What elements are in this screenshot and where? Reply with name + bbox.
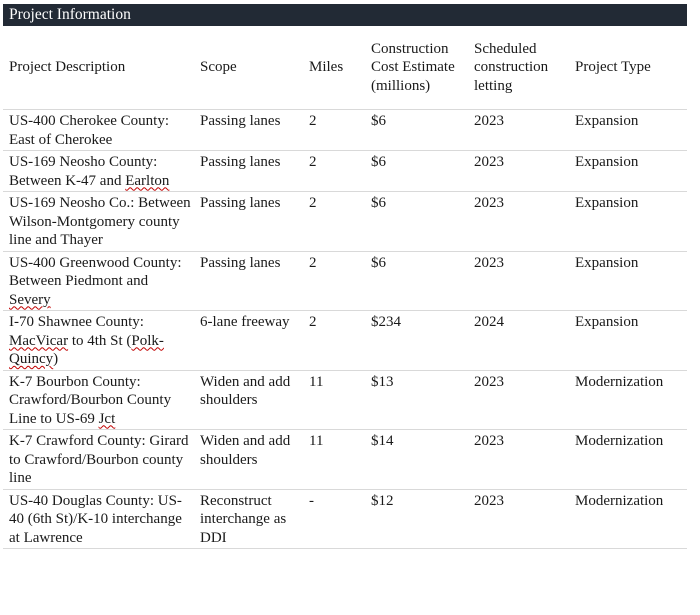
cell-miles: 11 xyxy=(303,370,365,430)
header-row xyxy=(3,26,687,110)
description-text-flagged: Severy xyxy=(9,291,51,308)
cell-description xyxy=(3,192,194,252)
section-title: Project Information xyxy=(3,4,687,26)
cell-miles: 2 xyxy=(303,311,365,371)
description-text: I-70 Shawnee County: xyxy=(9,314,144,330)
cell-miles: 2 xyxy=(303,110,365,151)
cell-cost: $6 xyxy=(365,110,468,151)
cell-scope: Reconstruct interchange as DDI xyxy=(194,489,303,549)
cell-cost: $6 xyxy=(365,192,468,252)
cell-scope: Widen and add shoulders xyxy=(194,370,303,430)
cell-type: Expansion xyxy=(569,192,687,252)
cell-cost: $12 xyxy=(365,489,468,549)
table-row xyxy=(3,110,687,151)
project-table xyxy=(3,26,687,549)
cell-miles: 2 xyxy=(303,251,365,311)
cell-miles: - xyxy=(303,489,365,549)
cell-description xyxy=(3,311,194,371)
table-row xyxy=(3,489,687,549)
header-miles: Miles xyxy=(303,26,365,110)
description-text: US-40 Douglas County: US-40 (6th St)/K-10 interchange at Lawrence xyxy=(9,492,182,546)
table-row xyxy=(3,430,687,490)
cell-description xyxy=(3,251,194,311)
table-row xyxy=(3,311,687,371)
description-text-flagged: MacVicar xyxy=(9,332,69,349)
description-text: US-169 Neosho Co.: Between Wilson-Montgomery county line and Thayer xyxy=(9,195,191,248)
cell-scheduled: 2023 xyxy=(468,192,569,252)
cell-miles: 11 xyxy=(303,430,365,490)
description-text: ) xyxy=(53,351,59,367)
cell-scope: Passing lanes xyxy=(194,151,303,192)
cell-miles: 2 xyxy=(303,192,365,252)
table-row xyxy=(3,192,687,252)
cell-scope: Passing lanes xyxy=(194,192,303,252)
description-text: K-7 Bourbon County: Crawford/Bourbon County Line to US-69 xyxy=(9,373,172,427)
description-text: US-400 Cherokee County: East of Cherokee xyxy=(9,113,169,148)
cell-miles: 2 xyxy=(303,151,365,192)
cell-type: Expansion xyxy=(569,110,687,151)
header-scope: Scope xyxy=(194,26,303,110)
cell-scheduled: 2023 xyxy=(468,151,569,192)
cell-cost: $6 xyxy=(365,151,468,192)
cell-type: Modernization xyxy=(569,489,687,549)
description-text-flagged: Earlton xyxy=(125,172,170,189)
cell-type: Modernization xyxy=(569,430,687,490)
cell-scheduled: 2023 xyxy=(468,251,569,311)
cell-scope: Passing lanes xyxy=(194,251,303,311)
cell-scope: Widen and add shoulders xyxy=(194,430,303,490)
table-row xyxy=(3,370,687,430)
cell-scope: 6-lane freeway xyxy=(194,311,303,371)
cell-description xyxy=(3,151,194,192)
table-row xyxy=(3,251,687,311)
cell-description xyxy=(3,489,194,549)
header-scheduled-letting: Scheduled construction letting xyxy=(468,26,569,110)
header-project-type: Project Type xyxy=(569,26,687,110)
description-text: to 4th St ( xyxy=(68,332,132,349)
cell-scheduled: 2023 xyxy=(468,110,569,151)
description-text-flagged: Polk-Quincy xyxy=(9,332,164,367)
cell-scope: Passing lanes xyxy=(194,110,303,151)
cell-scheduled: 2024 xyxy=(468,311,569,371)
description-text-flagged: Jct xyxy=(98,410,116,427)
cell-scheduled: 2023 xyxy=(468,370,569,430)
header-construction-cost: Construction Cost Estimate (millions) xyxy=(365,26,468,110)
cell-type: Expansion xyxy=(569,311,687,371)
description-text: US-169 Neosho County: Between K-47 and xyxy=(9,154,158,189)
cell-description xyxy=(3,430,194,490)
table-row xyxy=(3,151,687,192)
cell-scheduled: 2023 xyxy=(468,430,569,490)
cell-cost: $13 xyxy=(365,370,468,430)
cell-type: Modernization xyxy=(569,370,687,430)
project-information-section xyxy=(3,4,687,549)
description-text: US-400 Greenwood County: Between Piedmont and xyxy=(9,254,182,289)
description-text: K-7 Crawford County: Girard to Crawford/Bourbon county line xyxy=(9,433,189,486)
cell-type: Expansion xyxy=(569,151,687,192)
cell-scheduled: 2023 xyxy=(468,489,569,549)
cell-cost: $6 xyxy=(365,251,468,311)
cell-cost: $14 xyxy=(365,430,468,490)
header-project-description: Project Description xyxy=(3,26,194,110)
cell-description xyxy=(3,370,194,430)
cell-description xyxy=(3,110,194,151)
cell-type: Expansion xyxy=(569,251,687,311)
cell-cost: $234 xyxy=(365,311,468,371)
